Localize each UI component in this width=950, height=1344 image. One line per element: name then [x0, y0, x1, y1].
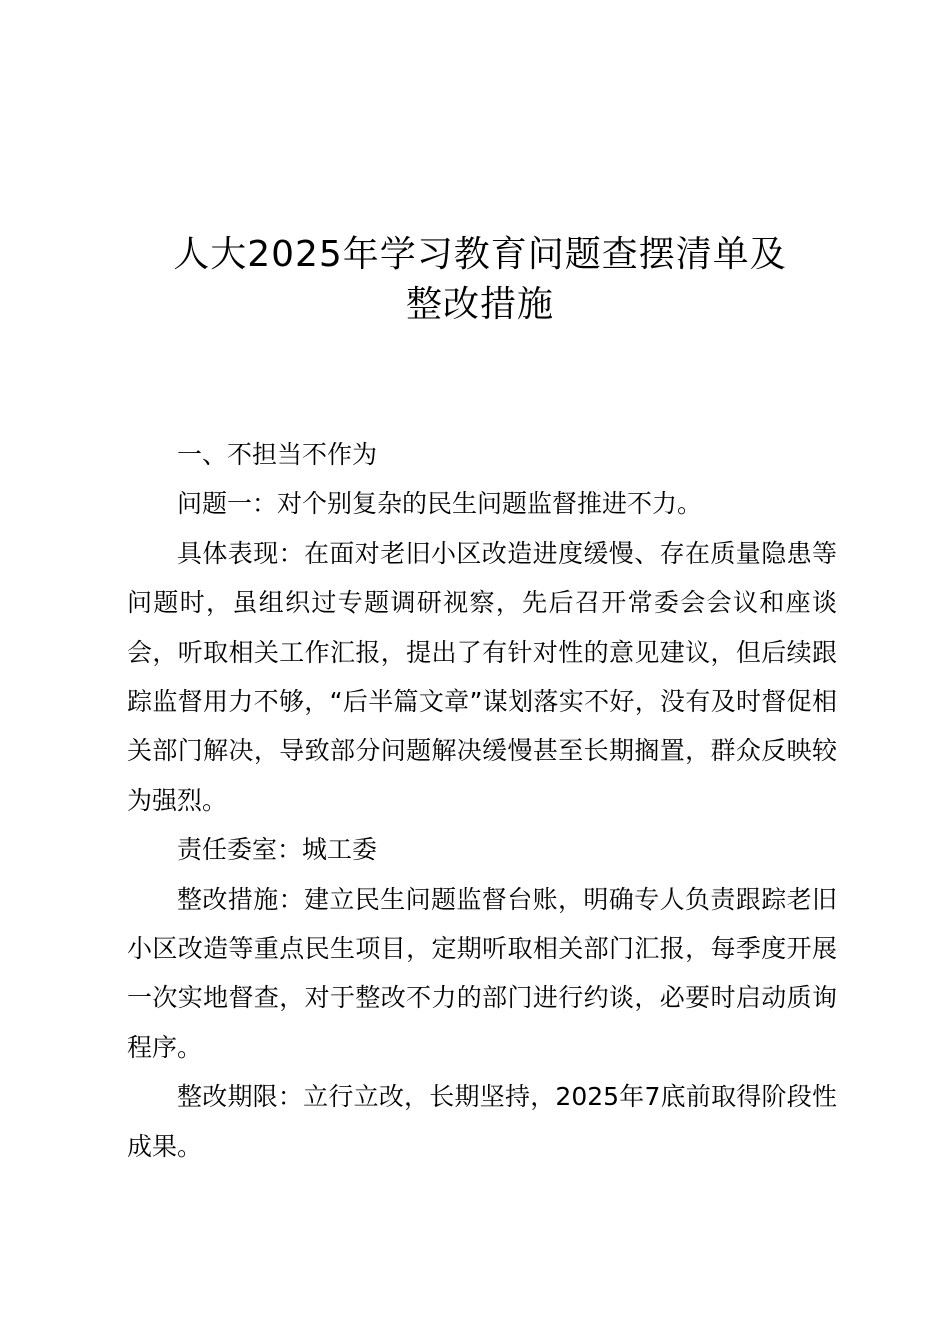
document-title-line2: 整改措施: [405, 284, 554, 325]
document-body: [127, 430, 837, 1171]
measures-paragraph: 整改措施：建立民生问题监督台账，明确专人负责跟踪老旧小区改造等重点民生项目，定期听取相关部门汇报，每季度开展一次实地督查，对于整改不力的部门进行约谈，必要时启动质询程序。: [127, 884, 837, 1062]
problem-paragraph: 问题一：对个别复杂的民生问题监督推进不力。: [177, 489, 703, 519]
deadline-paragraph: 整改期限：立行立改，长期坚持，2025年7底前取得阶段性成果。: [127, 1082, 837, 1161]
responsible-paragraph: 责任委室：城工委: [177, 835, 378, 865]
document-title-line1: 人大2025年学习教育问题查摆清单及: [173, 234, 787, 275]
manifestation-paragraph: 具体表现：在面对老旧小区改造进度缓慢、存在质量隐患等问题时，虽组织过专题调研视察，先后召开常委会会议和座谈会，听取相关工作汇报，提出了有针对性的意见建议，但后续跟踪监督用力不够，“后半篇文章”谋划落实不好，没有及时督促相关部门解决，导致部分问题解决缓慢甚至长期搁置，群众反映较为强烈。: [127, 538, 837, 815]
section-heading: 一、不担当不作为: [177, 440, 378, 469]
